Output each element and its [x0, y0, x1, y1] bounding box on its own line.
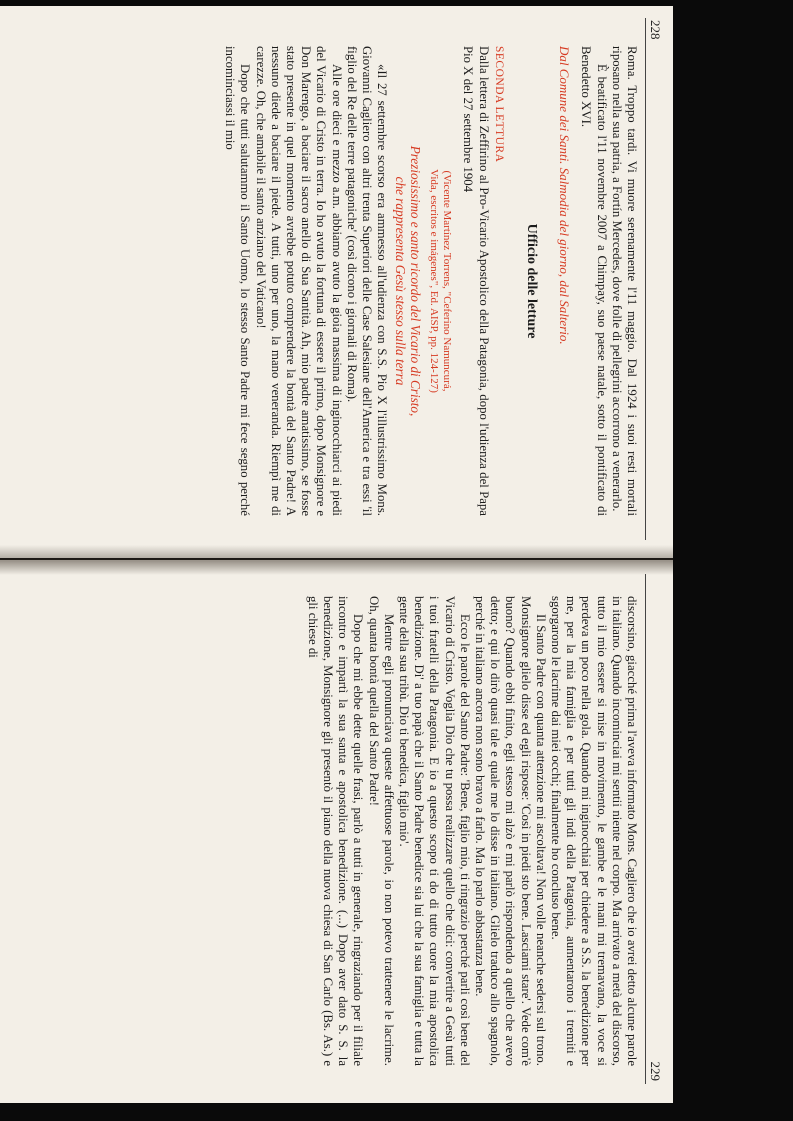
text-line: Roma. Troppo tardi. Vi muore serenamente l'11 maggio. Dal	[625, 46, 639, 378]
page-number: 228	[648, 20, 663, 40]
letter-intro: Dalla lettera di Zeffirino al Pro-Vicario Apostolico della Patagonia, dopo l'udienza del Papa Pio X del 27 settembre 1904	[461, 46, 491, 516]
reading-paragraph: Il Santo Padre con quanta attenzione mi ascoltava! Non volle neanche sedersi sul trono. Monsignore glielo disse ed egli rispose: 'Così in piedi sto bene. Lasciami stare'. Vede com'è buono? Quando ebbi finito, egli stesso mi alzò e mi parlò rispondendo a quello che avevo detto; e qui lo dirò quasi tale e quale me lo disse in italiano. Glielo traduco allo spagnolo, perché in italiano ancora non sono bravo a farlo. Ma lo parlo abbastanza bene.	[472, 596, 548, 1066]
text-line: È beatificato l'11 novembre 2007 a Chimpay, suo paese	[594, 64, 609, 361]
right-text-column	[305, 596, 639, 1066]
second-reading-label: SECONDA LETTURA	[492, 46, 505, 163]
citation-line: (Vicente Martínez Torrens, "Ceferino Namuncurá,	[441, 170, 454, 392]
right-page	[0, 560, 673, 1103]
book-gutter	[0, 545, 673, 575]
reading-title	[393, 46, 423, 516]
reading-title-line: Preziosissimo e santo ricordo del Vicario di Cristo,	[408, 145, 424, 417]
reading-title-line: che rappresenta Gesù stesso sulla terra	[393, 176, 409, 386]
page-number: 229	[648, 1061, 663, 1081]
reading-paragraph: Ecco le parole del Santo Padre: 'Bene, figlio mio, ti ringrazio perché parli così bene del Vicario di Cristo. Voglia Dio che tu possa realizzare quello che dici: convertire a Gesù tutti i tuoi fratelli della Patagonia. E io a questo scopo ti do di tutto cuore la mia apostolica benedizione. Di' a tuo papà che il Santo Padre benedice sia lui che la sua famiglia e tutta la gente della sua tribù. Dio ti benedica, figlio mio'.	[396, 596, 472, 1066]
citation-line: Vida, escritos e imágenes", Ed. AISP, pp. 124-127)	[428, 169, 441, 393]
intro-paragraph	[609, 46, 639, 516]
reading-paragraph: Mentre egli pronunciava queste affettuose parole, io non potevo trattenere le lacrime. Oh, quanta bontà quella del Santo Padre!	[366, 596, 396, 1066]
common-of-saints: Dal Comune dei Santi. Salmodia del giorno, dal Salterio.	[557, 46, 573, 345]
text-line: 1924 i suoi resti mortali riposano nella sua patria, a Fortín	[609, 46, 639, 517]
left-page	[0, 6, 673, 558]
reading-paragraph: «Il 27 settembre scorso era ammesso all'udienza con S.S. Pio X l'illustrissimo Mons. Giovanni Cagliero con altri trenta Superiori delle Case Salesiane dell'America e tra essi 'il figlio del Re delle terre patagoniche' (così dicono i giornali di Roma).	[344, 46, 390, 516]
office-title: Ufficio delle letture	[523, 223, 539, 339]
reading-paragraph: discorsino, giacché prima l'aveva informato Mons. Cagliero che io avrei detto alcune parole in italiano. Quando incominciai mi sentii niente nel corpo. Ma arrivato a metà del discorso, tutto il mio essere si mise in movimento, le gambe e le mani mi tremavano, la voce si perdeva un poco nella gola. Quando mi inginocchiai per chiedere a S.S. la benedizione per me, per la mia famiglia e per tutti gli indi della Patagonia, aumentarono i tremiti e sgorgarono le lacrime dai miei occhi; finalmente ho concluso bene.	[548, 596, 639, 1066]
left-text-column	[222, 46, 639, 516]
beatified-paragraph	[578, 46, 608, 516]
reading-paragraph: Alle ore dieci e mezzo a.m. abbiamo avuto la gioia massima di inginocchiarci ai piedi del Vicario di Cristo in terra. Io ho avuto la fortuna di essere il primo, dopo Monsignore e Don Marengo, a baciare il sacro anello di Sua Santità. Ah, mio padre amatissimo, se fosse stato presente in quel momento avrebbe potuto comprendere la bontà del Santo Padre! A nessuno diede a baciare il piede. A tutti, uno per uno, la mano veneranda. Riempì me di carezze. Oh, che amabile il santo anziano del Vaticano!	[253, 46, 344, 516]
header-rule	[645, 18, 646, 540]
text-line: natale, sotto il pontificato di Benedetto XVI.	[579, 46, 609, 516]
header-rule	[645, 574, 646, 1084]
reading-paragraph: Dopo che tutti salutammo il Santo Uomo, lo stesso Santo Padre mi fece segno perché incominciassi il mio	[223, 46, 253, 516]
citation	[427, 46, 453, 516]
text-line: Mercedes, dove folle di pellegrini accorrono a venerarlo.	[609, 220, 624, 512]
reading-paragraph: Dopo che mi ebbe dette quelle frasi, parlò a tutti in generale, ringraziando per il filiale incontro e impartì la sua santa e apostolica benedizione. (...) Dopo aver dato S. S. la benedizione, Monsignore gli presentò il piano della nuova chiesa di San Carlo (Bs. As.) e gli chiese di	[305, 596, 366, 1066]
